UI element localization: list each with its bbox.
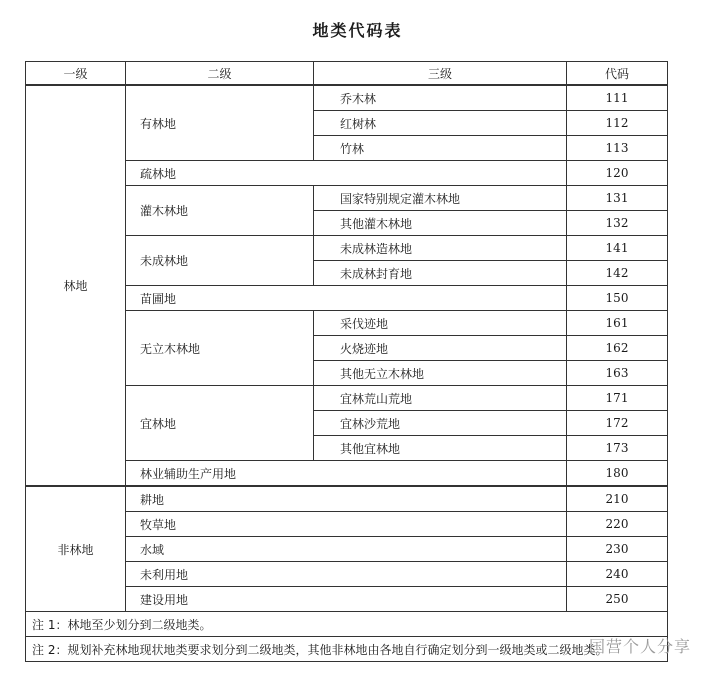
code-cell: 120	[567, 161, 668, 186]
level2-cell: 建设用地	[126, 587, 567, 612]
code-cell: 180	[567, 461, 668, 487]
code-cell: 162	[567, 336, 668, 361]
level2-cell: 灌木林地	[126, 186, 314, 236]
land-class-code-table	[25, 61, 668, 662]
level1-cell: 非林地	[26, 486, 126, 612]
level2-cell: 苗圃地	[126, 286, 567, 311]
code-cell: 173	[567, 436, 668, 461]
header-code: 代码	[567, 62, 668, 86]
note-row	[26, 637, 668, 662]
level2-cell: 未利用地	[126, 562, 567, 587]
code-cell: 113	[567, 136, 668, 161]
code-cell: 220	[567, 512, 668, 537]
level3-cell: 其他灌木林地	[314, 211, 567, 236]
level3-cell: 国家特别规定灌木林地	[314, 186, 567, 211]
table-row	[26, 85, 668, 111]
code-cell: 210	[567, 486, 668, 512]
code-cell: 141	[567, 236, 668, 261]
code-cell: 250	[567, 587, 668, 612]
code-cell: 111	[567, 85, 668, 111]
page-title: 地类代码表	[312, 21, 403, 40]
level3-cell: 竹林	[314, 136, 567, 161]
code-cell: 131	[567, 186, 668, 211]
table-header-row	[26, 62, 668, 86]
code-cell: 112	[567, 111, 668, 136]
code-cell: 142	[567, 261, 668, 286]
level3-cell: 宜林沙荒地	[314, 411, 567, 436]
level2-cell: 无立木林地	[126, 311, 314, 386]
level2-cell: 有林地	[126, 85, 314, 161]
level2-cell: 耕地	[126, 486, 567, 512]
header-level1: 一级	[26, 62, 126, 86]
level3-cell: 宜林荒山荒地	[314, 386, 567, 411]
note-1: 注 1：林地至少划分到二级地类。	[26, 612, 668, 637]
level3-cell: 其他无立木林地	[314, 361, 567, 386]
level3-cell: 火烧迹地	[314, 336, 567, 361]
header-level3: 三级	[314, 62, 567, 86]
level2-cell: 宜林地	[126, 386, 314, 461]
level3-cell: 采伐迹地	[314, 311, 567, 336]
level2-cell: 牧草地	[126, 512, 567, 537]
code-cell: 171	[567, 386, 668, 411]
table-row	[26, 486, 668, 512]
code-cell: 150	[567, 286, 668, 311]
table-body	[26, 85, 668, 612]
watermark: 国营个人分享	[588, 637, 691, 656]
code-cell: 172	[567, 411, 668, 436]
level3-cell: 未成林造林地	[314, 236, 567, 261]
level3-cell: 其他宜林地	[314, 436, 567, 461]
code-cell: 161	[567, 311, 668, 336]
level3-cell: 红树林	[314, 111, 567, 136]
level1-cell: 林地	[26, 85, 126, 486]
code-cell: 230	[567, 537, 668, 562]
level3-cell: 未成林封育地	[314, 261, 567, 286]
level2-cell: 疏林地	[126, 161, 567, 186]
level2-cell: 水域	[126, 537, 567, 562]
level2-cell: 未成林地	[126, 236, 314, 286]
header-level2: 二级	[126, 62, 314, 86]
level3-cell: 乔木林	[314, 85, 567, 111]
code-cell: 163	[567, 361, 668, 386]
note-2: 注 2：规划补充林地现状地类要求划分到二级地类，其他非林地由各地自行确定划分到一级地类或二级地类。	[26, 637, 668, 662]
code-cell: 240	[567, 562, 668, 587]
note-row	[26, 612, 668, 637]
level2-cell: 林业辅助生产用地	[126, 461, 567, 487]
code-cell: 132	[567, 211, 668, 236]
